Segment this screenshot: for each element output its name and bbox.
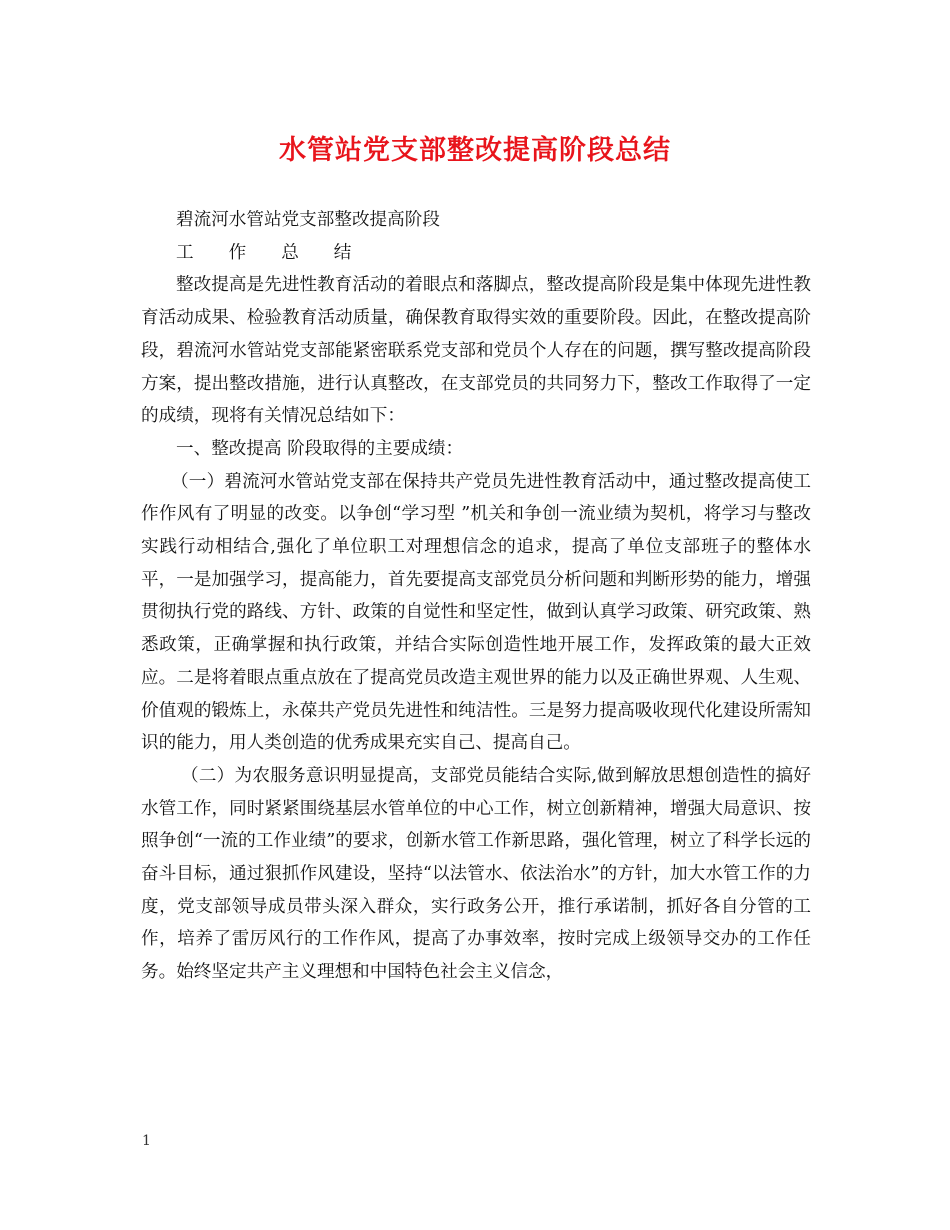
paragraph-item-2: （二）为农服务意识明显提高，支部党员能结合实际,做到解放思想创造性的搞好水管工作，同时紧紧围绕基层水管单位的中心工作，树立创新精神，增强大局意识、按照争创“一流的工作业绩”的要求，创新水管工作新思路，强化管理，树立了科学长远的奋斗目标，通过狠抓作风建设，坚持“以法管水、依法治水”的方针，加大水管工作的力度，党支部领导成员带头深入群众，实行政务公开，推行承诺制，抓好各自分管的工作，培养了雷厉风行的工作作风，提高了办事效率，按时完成上级领导交办的工作任务。始终坚定共产主义理想和中国特色社会主义信念，: [141, 765, 811, 983]
subtitle-line-1: 碧流河水管站党支部整改提高阶段: [176, 210, 440, 230]
subtitle-line-2: 工作总结: [176, 242, 387, 263]
paragraph-item-1: （一）碧流河水管站党支部在保持共产党员先进性教育活动中，通过整改提高使工作作风有了明显的改变。以争创“学习型 ”机关和争创一流业绩为契机，将学习与整改实践行动相结合,强化了单位职工对理想信念的追求，提高了单位支部班子的整体水平，一是加强学习，提高能力，首先要提高支部党员分析问题和判断形势的能力，增强贯彻执行党的路线、方针、政策的自觉性和坚定性，做到认真学习政策、研究政策、熟悉政策，正确掌握和执行政策，并结合实际创造性地开展工作，发挥政策的最大正效应。二是将着眼点重点放在了提高党员改造主观世界的能力以及正确世界观、人生观、价值观的锻炼上，永葆共产党员先进性和纯洁性。三是努力提高吸收现代化建设所需知识的能力，用人类创造的优秀成果充实自己、提高自己。: [141, 471, 811, 754]
paragraph-intro: 整改提高是先进性教育活动的着眼点和落脚点，整改提高阶段是集中体现先进性教育活动成果、检验教育活动质量，确保教育取得实效的重要阶段。因此，在整改提高阶段，碧流河水管站党支部能紧密联系党支部和党员个人存在的问题，撰写整改提高阶段方案，提出整改措施，进行认真整改，在支部党员的共同努力下，整改工作取得了一定的成绩，现将有关情况总结如下：: [141, 275, 811, 427]
page-number: 1: [142, 1133, 151, 1149]
document-title: 水管站党支部整改提高阶段总结: [279, 135, 671, 166]
section-heading-1: 一、整改提高 阶段取得的主要成绩：: [176, 438, 464, 459]
document-body: [141, 204, 811, 989]
